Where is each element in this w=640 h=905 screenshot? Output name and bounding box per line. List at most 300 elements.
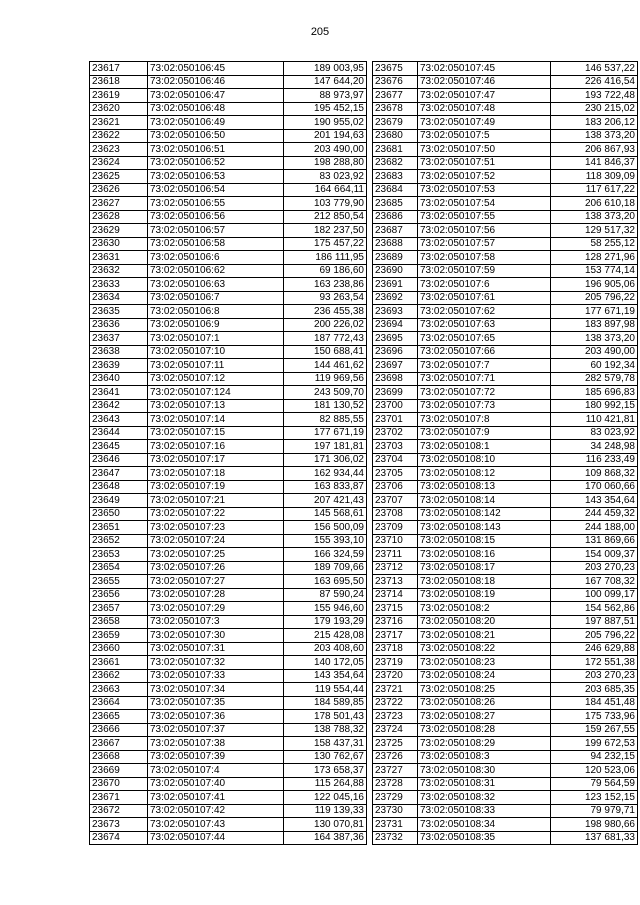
cadastral-number-cell: 73:02:050106:51 [148, 143, 284, 157]
value-cell: 159 267,55 [551, 723, 638, 737]
table-row [373, 170, 638, 184]
table-row [90, 156, 367, 170]
cadastral-number-cell: 73:02:050107:71 [418, 372, 551, 386]
value-cell: 203 490,00 [551, 345, 638, 359]
value-cell: 182 237,50 [284, 224, 367, 238]
table-row [373, 710, 638, 724]
value-cell: 115 264,88 [284, 777, 367, 791]
table-row [90, 89, 367, 103]
cadastral-number-cell: 73:02:050107:18 [148, 467, 284, 481]
table-row [373, 777, 638, 791]
cadastral-number-cell: 73:02:050107:57 [418, 237, 551, 251]
table-row [90, 291, 367, 305]
table-row [373, 480, 638, 494]
row-number-cell: 23628 [90, 210, 148, 224]
table-row [373, 548, 638, 562]
row-number-cell: 23725 [373, 737, 418, 751]
row-number-cell: 23627 [90, 197, 148, 211]
value-cell: 162 934,44 [284, 467, 367, 481]
value-cell: 164 664,11 [284, 183, 367, 197]
row-number-cell: 23626 [90, 183, 148, 197]
row-number-cell: 23652 [90, 534, 148, 548]
row-number-cell: 23680 [373, 129, 418, 143]
table-row [90, 467, 367, 481]
cadastral-number-cell: 73:02:050107:43 [148, 818, 284, 832]
value-cell: 203 685,35 [551, 683, 638, 697]
row-number-cell: 23694 [373, 318, 418, 332]
row-number-cell: 23625 [90, 170, 148, 184]
table-row [373, 426, 638, 440]
cadastral-number-cell: 73:02:050108:12 [418, 467, 551, 481]
cadastral-number-cell: 73:02:050107:31 [148, 642, 284, 656]
table-row [90, 210, 367, 224]
value-cell: 172 551,38 [551, 656, 638, 670]
table-row [90, 440, 367, 454]
value-cell: 128 271,96 [551, 251, 638, 265]
row-number-cell: 23689 [373, 251, 418, 265]
table-row [373, 467, 638, 481]
row-number-cell: 23720 [373, 669, 418, 683]
value-cell: 129 517,32 [551, 224, 638, 238]
value-cell: 244 459,32 [551, 507, 638, 521]
table-row [90, 386, 367, 400]
value-cell: 88 973,97 [284, 89, 367, 103]
value-cell: 118 309,09 [551, 170, 638, 184]
value-cell: 158 437,31 [284, 737, 367, 751]
row-number-cell: 23650 [90, 507, 148, 521]
row-number-cell: 23675 [373, 62, 418, 76]
row-number-cell: 23642 [90, 399, 148, 413]
value-cell: 167 708,32 [551, 575, 638, 589]
value-cell: 146 537,22 [551, 62, 638, 76]
row-number-cell: 23671 [90, 791, 148, 805]
value-cell: 138 373,20 [551, 210, 638, 224]
value-cell: 154 562,86 [551, 602, 638, 616]
cadastral-number-cell: 73:02:050107:41 [148, 791, 284, 805]
cadastral-number-cell: 73:02:050107:44 [148, 831, 284, 845]
value-cell: 199 672,53 [551, 737, 638, 751]
value-cell: 120 523,06 [551, 764, 638, 778]
value-cell: 200 226,02 [284, 318, 367, 332]
table-row [373, 332, 638, 346]
value-cell: 69 186,60 [284, 264, 367, 278]
value-cell: 175 457,22 [284, 237, 367, 251]
cadastral-number-cell: 73:02:050106:46 [148, 75, 284, 89]
cadastral-number-cell: 73:02:050108:18 [418, 575, 551, 589]
table-row [373, 534, 638, 548]
value-cell: 179 193,29 [284, 615, 367, 629]
cadastral-number-cell: 73:02:050108:19 [418, 588, 551, 602]
table-row [90, 318, 367, 332]
table-row [90, 426, 367, 440]
table-row [90, 750, 367, 764]
value-cell: 203 490,00 [284, 143, 367, 157]
table-row [90, 170, 367, 184]
value-cell: 201 194,63 [284, 129, 367, 143]
value-cell: 154 009,37 [551, 548, 638, 562]
row-number-cell: 23730 [373, 804, 418, 818]
value-cell: 117 617,22 [551, 183, 638, 197]
cadastral-number-cell: 73:02:050106:63 [148, 278, 284, 292]
value-cell: 175 733,96 [551, 710, 638, 724]
table-row [373, 359, 638, 373]
value-cell: 150 688,41 [284, 345, 367, 359]
cadastral-number-cell: 73:02:050108:33 [418, 804, 551, 818]
value-cell: 198 980,66 [551, 818, 638, 832]
table-row [373, 588, 638, 602]
row-number-cell: 23668 [90, 750, 148, 764]
row-number-cell: 23666 [90, 723, 148, 737]
row-number-cell: 23696 [373, 345, 418, 359]
value-cell: 140 172,05 [284, 656, 367, 670]
row-number-cell: 23661 [90, 656, 148, 670]
value-cell: 123 152,15 [551, 791, 638, 805]
table-row [373, 642, 638, 656]
row-number-cell: 23703 [373, 440, 418, 454]
value-cell: 116 233,49 [551, 453, 638, 467]
table-row [373, 737, 638, 751]
value-cell: 34 248,98 [551, 440, 638, 454]
value-cell: 203 270,23 [551, 669, 638, 683]
row-number-cell: 23728 [373, 777, 418, 791]
table-row [90, 143, 367, 157]
cadastral-number-cell: 73:02:050108:35 [418, 831, 551, 845]
cadastral-number-cell: 73:02:050107:1 [148, 332, 284, 346]
value-cell: 119 554,44 [284, 683, 367, 697]
table-row [373, 521, 638, 535]
table-row [90, 224, 367, 238]
row-number-cell: 23636 [90, 318, 148, 332]
cadastral-number-cell: 73:02:050106:62 [148, 264, 284, 278]
value-cell: 155 946,60 [284, 602, 367, 616]
cadastral-number-cell: 73:02:050106:56 [148, 210, 284, 224]
table-row [90, 629, 367, 643]
value-cell: 186 111,95 [284, 251, 367, 265]
value-cell: 122 045,16 [284, 791, 367, 805]
cadastral-number-cell: 73:02:050106:8 [148, 305, 284, 319]
cadastral-number-cell: 73:02:050108:143 [418, 521, 551, 535]
value-cell: 153 774,14 [551, 264, 638, 278]
cadastral-number-cell: 73:02:050108:23 [418, 656, 551, 670]
table-row [373, 102, 638, 116]
cadastral-number-cell: 73:02:050107:49 [418, 116, 551, 130]
row-number-cell: 23643 [90, 413, 148, 427]
table-row [90, 102, 367, 116]
row-number-cell: 23649 [90, 494, 148, 508]
row-number-cell: 23637 [90, 332, 148, 346]
cadastral-number-cell: 73:02:050108:10 [418, 453, 551, 467]
row-number-cell: 23630 [90, 237, 148, 251]
table-row [373, 723, 638, 737]
table-row [373, 278, 638, 292]
table-row [90, 642, 367, 656]
table-row [90, 399, 367, 413]
cadastral-number-cell: 73:02:050108:15 [418, 534, 551, 548]
table-row [90, 116, 367, 130]
row-number-cell: 23624 [90, 156, 148, 170]
cadastral-number-cell: 73:02:050107:10 [148, 345, 284, 359]
row-number-cell: 23688 [373, 237, 418, 251]
row-number-cell: 23633 [90, 278, 148, 292]
value-cell: 198 288,80 [284, 156, 367, 170]
value-cell: 141 846,37 [551, 156, 638, 170]
table-row [90, 75, 367, 89]
value-cell: 156 500,09 [284, 521, 367, 535]
row-number-cell: 23620 [90, 102, 148, 116]
value-cell: 185 696,83 [551, 386, 638, 400]
value-cell: 82 885,55 [284, 413, 367, 427]
value-cell: 215 428,08 [284, 629, 367, 643]
value-cell: 58 255,12 [551, 237, 638, 251]
row-number-cell: 23709 [373, 521, 418, 535]
table-row [90, 818, 367, 832]
table-row [373, 251, 638, 265]
row-number-cell: 23651 [90, 521, 148, 535]
cadastral-number-cell: 73:02:050108:28 [418, 723, 551, 737]
row-number-cell: 23674 [90, 831, 148, 845]
cadastral-number-cell: 73:02:050106:57 [148, 224, 284, 238]
table-row [373, 602, 638, 616]
value-cell: 163 238,86 [284, 278, 367, 292]
cadastral-number-cell: 73:02:050108:29 [418, 737, 551, 751]
table-row [373, 197, 638, 211]
cadastral-number-cell: 73:02:050106:58 [148, 237, 284, 251]
row-number-cell: 23692 [373, 291, 418, 305]
row-number-cell: 23660 [90, 642, 148, 656]
table-row [90, 615, 367, 629]
value-cell: 87 590,24 [284, 588, 367, 602]
value-cell: 190 955,02 [284, 116, 367, 130]
table-row [90, 710, 367, 724]
table-row [373, 386, 638, 400]
cadastral-number-cell: 73:02:050107:6 [418, 278, 551, 292]
cadastral-number-cell: 73:02:050108:21 [418, 629, 551, 643]
table-row [373, 210, 638, 224]
table-row [373, 143, 638, 157]
table-row [90, 561, 367, 575]
table-row [373, 156, 638, 170]
cadastral-number-cell: 73:02:050107:37 [148, 723, 284, 737]
value-cell: 83 023,92 [551, 426, 638, 440]
cadastral-number-cell: 73:02:050107:14 [148, 413, 284, 427]
row-number-cell: 23727 [373, 764, 418, 778]
table-row [90, 332, 367, 346]
value-cell: 147 644,20 [284, 75, 367, 89]
row-number-cell: 23695 [373, 332, 418, 346]
table-row [90, 264, 367, 278]
cadastral-number-cell: 73:02:050107:47 [418, 89, 551, 103]
cadastral-number-cell: 73:02:050107:50 [418, 143, 551, 157]
table-row [90, 588, 367, 602]
row-number-cell: 23729 [373, 791, 418, 805]
value-cell: 183 897,98 [551, 318, 638, 332]
row-number-cell: 23644 [90, 426, 148, 440]
row-number-cell: 23687 [373, 224, 418, 238]
cadastral-number-cell: 73:02:050108:3 [418, 750, 551, 764]
cadastral-number-cell: 73:02:050107:12 [148, 372, 284, 386]
row-number-cell: 23717 [373, 629, 418, 643]
cadastral-number-cell: 73:02:050107:62 [418, 305, 551, 319]
table-row [90, 494, 367, 508]
cadastral-number-cell: 73:02:050107:33 [148, 669, 284, 683]
left-data-table [89, 61, 367, 845]
value-cell: 230 215,02 [551, 102, 638, 116]
table-row [373, 224, 638, 238]
cadastral-number-cell: 73:02:050108:32 [418, 791, 551, 805]
table-row [373, 453, 638, 467]
table-row [373, 75, 638, 89]
table-row [373, 237, 638, 251]
cadastral-number-cell: 73:02:050107:51 [418, 156, 551, 170]
page-number: 205 [310, 26, 330, 38]
cadastral-number-cell: 73:02:050107:55 [418, 210, 551, 224]
table-row [373, 413, 638, 427]
value-cell: 207 421,43 [284, 494, 367, 508]
row-number-cell: 23723 [373, 710, 418, 724]
row-number-cell: 23724 [373, 723, 418, 737]
row-number-cell: 23664 [90, 696, 148, 710]
value-cell: 155 393,10 [284, 534, 367, 548]
row-number-cell: 23707 [373, 494, 418, 508]
value-cell: 130 070,81 [284, 818, 367, 832]
table-row [373, 575, 638, 589]
cadastral-number-cell: 73:02:050107:30 [148, 629, 284, 643]
row-number-cell: 23726 [373, 750, 418, 764]
cadastral-number-cell: 73:02:050106:54 [148, 183, 284, 197]
cadastral-number-cell: 73:02:050107:34 [148, 683, 284, 697]
cadastral-number-cell: 73:02:050107:5 [418, 129, 551, 143]
value-cell: 109 868,32 [551, 467, 638, 481]
row-number-cell: 23669 [90, 764, 148, 778]
row-number-cell: 23672 [90, 804, 148, 818]
row-number-cell: 23708 [373, 507, 418, 521]
cadastral-number-cell: 73:02:050108:34 [418, 818, 551, 832]
cadastral-number-cell: 73:02:050107:53 [418, 183, 551, 197]
row-number-cell: 23693 [373, 305, 418, 319]
row-number-cell: 23618 [90, 75, 148, 89]
cadastral-number-cell: 73:02:050108:20 [418, 615, 551, 629]
value-cell: 79 979,71 [551, 804, 638, 818]
row-number-cell: 23681 [373, 143, 418, 157]
cadastral-number-cell: 73:02:050107:3 [148, 615, 284, 629]
cadastral-number-cell: 73:02:050107:124 [148, 386, 284, 400]
table-row [373, 116, 638, 130]
value-cell: 110 421,81 [551, 413, 638, 427]
row-number-cell: 23653 [90, 548, 148, 562]
table-row [90, 62, 367, 76]
table-row [90, 521, 367, 535]
cadastral-number-cell: 73:02:050108:2 [418, 602, 551, 616]
cadastral-number-cell: 73:02:050108:22 [418, 642, 551, 656]
row-number-cell: 23673 [90, 818, 148, 832]
row-number-cell: 23629 [90, 224, 148, 238]
value-cell: 137 681,33 [551, 831, 638, 845]
table-row [90, 534, 367, 548]
table-row [373, 561, 638, 575]
row-number-cell: 23623 [90, 143, 148, 157]
right-table-body [373, 62, 638, 845]
row-number-cell: 23682 [373, 156, 418, 170]
row-number-cell: 23622 [90, 129, 148, 143]
table-row [90, 413, 367, 427]
value-cell: 189 003,95 [284, 62, 367, 76]
table-row [90, 683, 367, 697]
cadastral-number-cell: 73:02:050107:29 [148, 602, 284, 616]
cadastral-number-cell: 73:02:050107:35 [148, 696, 284, 710]
value-cell: 195 452,15 [284, 102, 367, 116]
row-number-cell: 23617 [90, 62, 148, 76]
cadastral-number-cell: 73:02:050107:22 [148, 507, 284, 521]
cadastral-number-cell: 73:02:050108:17 [418, 561, 551, 575]
value-cell: 184 451,48 [551, 696, 638, 710]
value-cell: 226 416,54 [551, 75, 638, 89]
value-cell: 187 772,43 [284, 332, 367, 346]
row-number-cell: 23645 [90, 440, 148, 454]
value-cell: 145 568,61 [284, 507, 367, 521]
row-number-cell: 23732 [373, 831, 418, 845]
table-row [373, 399, 638, 413]
table-row [373, 62, 638, 76]
cadastral-number-cell: 73:02:050108:31 [418, 777, 551, 791]
cadastral-number-cell: 73:02:050107:52 [418, 170, 551, 184]
value-cell: 94 232,15 [551, 750, 638, 764]
table-row [90, 777, 367, 791]
cadastral-number-cell: 73:02:050107:73 [418, 399, 551, 413]
cadastral-number-cell: 73:02:050107:26 [148, 561, 284, 575]
row-number-cell: 23676 [373, 75, 418, 89]
row-number-cell: 23716 [373, 615, 418, 629]
cadastral-number-cell: 73:02:050107:4 [148, 764, 284, 778]
value-cell: 205 796,22 [551, 291, 638, 305]
table-row [90, 737, 367, 751]
row-number-cell: 23691 [373, 278, 418, 292]
cadastral-number-cell: 73:02:050106:9 [148, 318, 284, 332]
cadastral-number-cell: 73:02:050107:36 [148, 710, 284, 724]
row-number-cell: 23714 [373, 588, 418, 602]
table-row [90, 183, 367, 197]
cadastral-number-cell: 73:02:050106:7 [148, 291, 284, 305]
value-cell: 180 992,15 [551, 399, 638, 413]
cadastral-number-cell: 73:02:050107:72 [418, 386, 551, 400]
value-cell: 203 408,60 [284, 642, 367, 656]
cadastral-number-cell: 73:02:050107:24 [148, 534, 284, 548]
row-number-cell: 23657 [90, 602, 148, 616]
row-number-cell: 23705 [373, 467, 418, 481]
table-row [373, 318, 638, 332]
value-cell: 184 589,85 [284, 696, 367, 710]
cadastral-number-cell: 73:02:050107:13 [148, 399, 284, 413]
table-row [373, 615, 638, 629]
row-number-cell: 23634 [90, 291, 148, 305]
cadastral-number-cell: 73:02:050107:40 [148, 777, 284, 791]
table-row [373, 791, 638, 805]
table-row [90, 669, 367, 683]
cadastral-number-cell: 73:02:050107:58 [418, 251, 551, 265]
table-row [90, 251, 367, 265]
row-number-cell: 23702 [373, 426, 418, 440]
row-number-cell: 23639 [90, 359, 148, 373]
cadastral-number-cell: 73:02:050106:6 [148, 251, 284, 265]
cadastral-number-cell: 73:02:050107:28 [148, 588, 284, 602]
cadastral-number-cell: 73:02:050107:7 [418, 359, 551, 373]
cadastral-number-cell: 73:02:050107:59 [418, 264, 551, 278]
value-cell: 166 324,59 [284, 548, 367, 562]
cadastral-number-cell: 73:02:050107:42 [148, 804, 284, 818]
row-number-cell: 23656 [90, 588, 148, 602]
row-number-cell: 23646 [90, 453, 148, 467]
table-row [373, 683, 638, 697]
row-number-cell: 23686 [373, 210, 418, 224]
